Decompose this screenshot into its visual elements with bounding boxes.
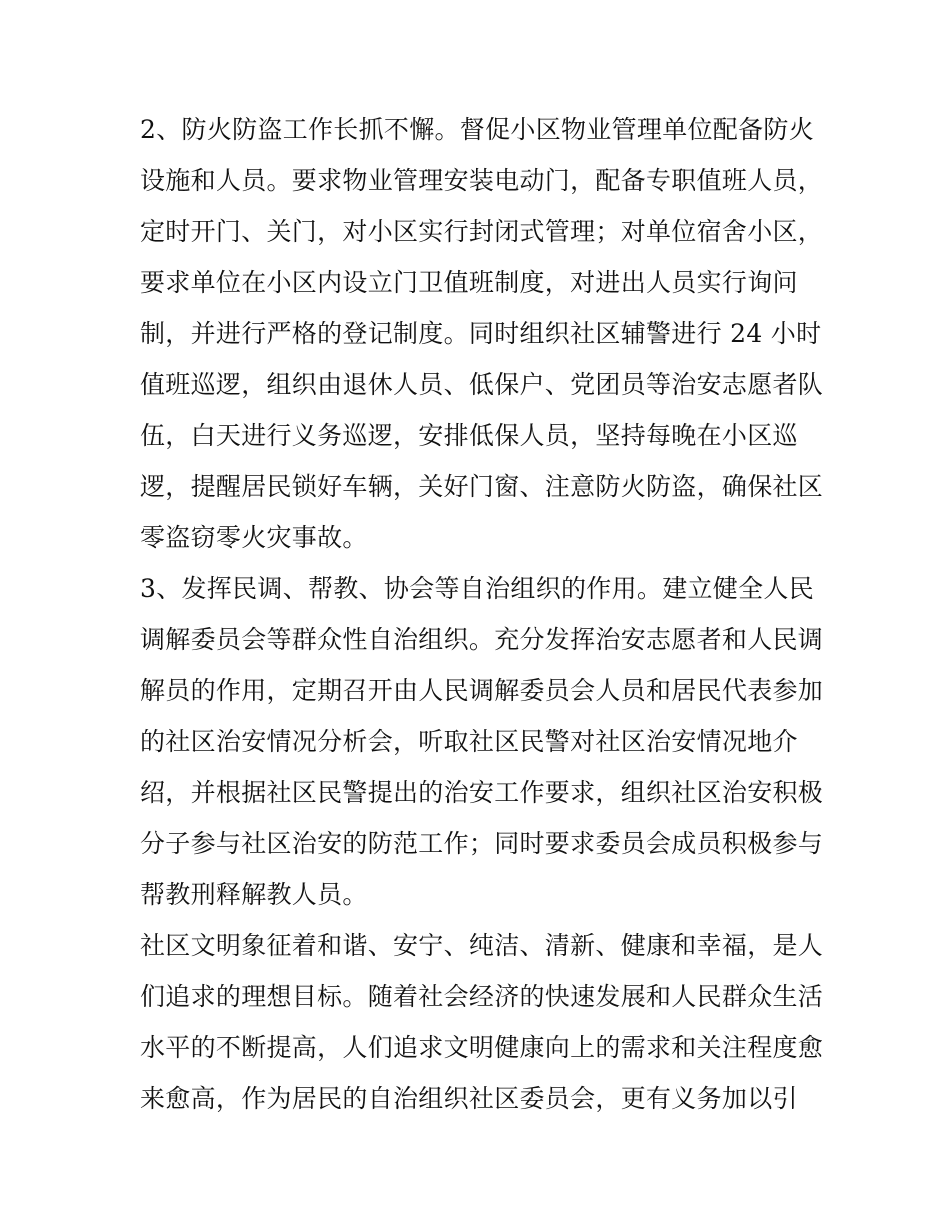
- text-line: 值班巡逻，组织由退休人员、低保户、党团员等治安志愿者队: [140, 370, 824, 399]
- text-line: 的社区治安情况分析会，听取社区民警对社区治安情况地介: [140, 727, 798, 756]
- text-line: 定时开门、关门，对小区实行封闭式管理；对单位宿舍小区，: [140, 217, 824, 246]
- text-line: 调解委员会等群众性自治组织。充分发挥治安志愿者和人民调: [140, 625, 824, 654]
- paragraph-fire-theft-prevention: [140, 104, 824, 563]
- text-line: 社区文明象征着和谐、安宁、纯洁、清新、健康和幸福，是人: [140, 931, 824, 960]
- text-line: 们追求的理想目标。随着社会经济的快速发展和人民群众生活: [140, 982, 824, 1011]
- text-line: 来愈高，作为居民的自治组织社区委员会，更有义务加以引: [140, 1084, 798, 1113]
- text-line: 3、发挥民调、帮教、协会等自治组织的作用。建立健全人民: [140, 574, 815, 603]
- text-line: 水平的不断提高，人们追求文明健康向上的需求和关注程度愈: [140, 1033, 824, 1062]
- text-line: 设施和人员。要求物业管理安装电动门，配备专职值班人员，: [140, 166, 824, 195]
- text-line: 2、防火防盗工作长抓不懈。督促小区物业管理单位配备防火: [140, 115, 815, 144]
- text-line: 绍，并根据社区民警提出的治安工作要求，组织社区治安积极: [140, 778, 824, 807]
- text-line: 伍，白天进行义务巡逻，安排低保人员，坚持每晚在小区巡: [140, 421, 798, 450]
- text-line: 逻，提醒居民锁好车辆，关好门窗、注意防火防盗，确保社区: [140, 472, 824, 501]
- text-line: 零盗窃零火灾事故。: [140, 523, 368, 552]
- text-line: 解员的作用，定期召开由人民调解委员会人员和居民代表参加: [140, 676, 824, 705]
- text-line: 分子参与社区治安的防范工作；同时要求委员会成员积极参与: [140, 829, 824, 858]
- paragraph-self-governance-organizations: [140, 563, 824, 920]
- paragraph-community-civilization: [140, 920, 824, 1124]
- document-body: [140, 104, 824, 1124]
- text-line: 要求单位在小区内设立门卫值班制度，对进出人员实行询问: [140, 268, 798, 297]
- text-line: 帮教刑释解教人员。: [140, 880, 368, 909]
- text-line: 制，并进行严格的登记制度。同时组织社区辅警进行 24 小时: [140, 319, 822, 348]
